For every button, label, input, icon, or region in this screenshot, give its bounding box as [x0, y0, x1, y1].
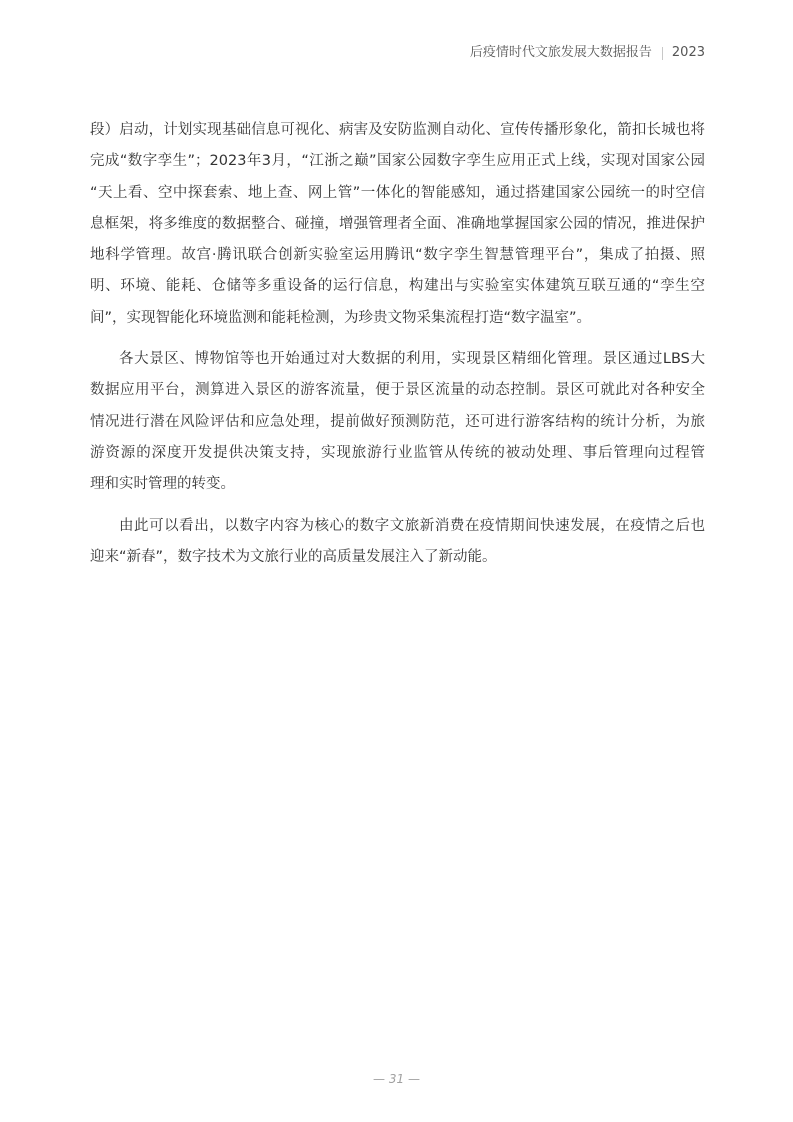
paragraph-line: 情况进行潜在风险评估和应急处理，提前做好预测防范，还可进行游客结构的统计分析，为旅 [90, 413, 705, 430]
body-paragraph [90, 511, 705, 574]
body-paragraph [90, 115, 705, 334]
report-year: 2023 [671, 45, 705, 60]
page-body [90, 115, 705, 583]
paragraph-line: 段）启动，计划实现基础信息可视化、病害及安防监测自动化、宣传传播形象化，箭扣长城也将 [90, 122, 705, 138]
paragraph-line: 息框架，将多维度的数据整合、碰撞，增强管理者全面、准确地掌握国家公园的情况，推进保护 [90, 215, 705, 232]
paragraph-line: 地科学管理。故宫·腾讯联合创新实验室运用腾讯“数字孪生智慧管理平台”，集成了拍摄、照 [90, 247, 705, 264]
paragraph-line: 明、环境、能耗、仓储等多重设备的运行信息，构建出与实验室实体建筑互联互通的“孪生空 [90, 278, 705, 295]
paragraph-line: 游资源的深度开发提供决策支持，实现旅游行业监管从传统的被动处理、事后管理向过程管 [90, 444, 705, 461]
paragraph-line: 理和实时管理的转变。 [90, 476, 235, 493]
paragraph-line: 迎来“新春”，数字技术为文旅行业的高质量发展注入了新动能。 [90, 548, 497, 565]
paragraph-line: “天上看、空中探套索、地上查、网上管”一体化的智能感知，通过搭建国家公园统一的时空信 [90, 184, 705, 201]
header-separator [662, 47, 663, 60]
running-header [470, 43, 705, 63]
report-title: 后疫情时代文旅发展大数据报告 [469, 45, 652, 60]
paragraph-line: 由此可以看出，以数字内容为核心的数字文旅新消费在疫情期间快速发展，在疫情之后也 [119, 517, 705, 534]
page-number: — 31 — [373, 1072, 420, 1086]
paragraph-line: 完成“数字孪生”；2023年3月，“江浙之巅”国家公园数字孪生应用正式上线，实现对国家公园 [90, 153, 705, 170]
paragraph-line: 各大景区、博物馆等也开始通过对大数据的利用，实现景区精细化管理。景区通过LBS大 [119, 351, 705, 368]
body-paragraph [90, 344, 705, 500]
paragraph-line: 间”，实现智能化环境监测和能耗检测，为珍贵文物采集流程打造“数字温室”。 [90, 309, 592, 326]
paragraph-line: 数据应用平台，测算进入景区的游客流量，便于景区流量的动态控制。景区可就此对各种安全 [90, 382, 705, 399]
